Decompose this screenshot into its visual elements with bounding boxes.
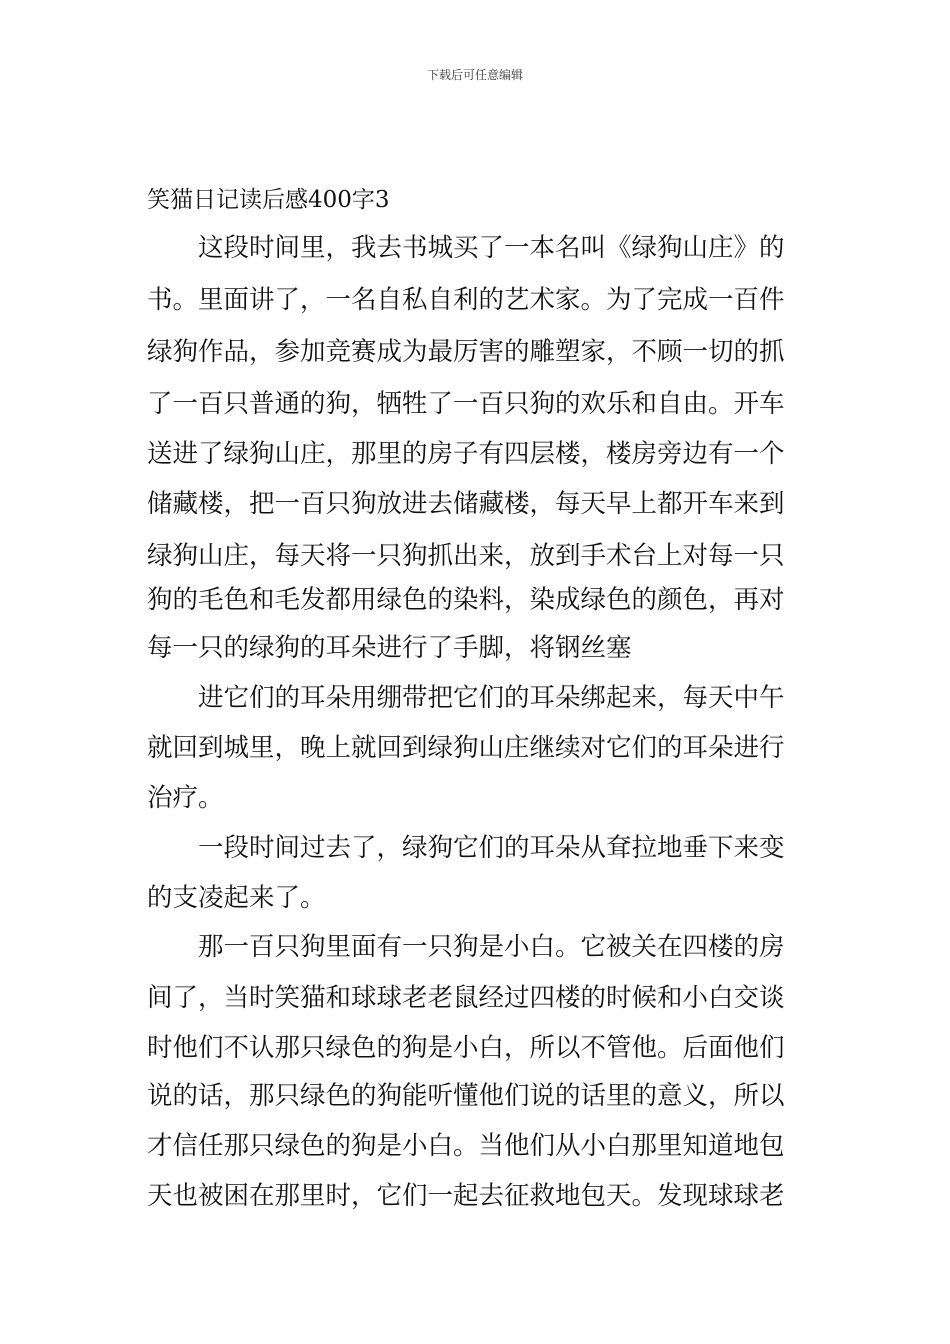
body-line: 那一百只狗里面有一只狗是小白。它被关在四楼的房 [198,932,785,962]
body-line: 绿狗山庄，每天将一只狗抓出来，放到手术台上对每一只 [147,541,785,571]
body-line: 一段时间过去了，绿狗它们的耳朵从耷拉地垂下来变 [198,833,785,863]
body-line: 了一百只普通的狗，牺牲了一百只狗的欢乐和自由。开车 [147,389,785,419]
body-line: 这段时间里，我去书城买了一本名叫《绿狗山庄》的 [198,233,785,263]
body-line: 说的话，那只绿色的狗能听懂他们说的话里的意义，所以 [147,1081,785,1111]
body-line: 狗的毛色和毛发都用绿色的染料，染成绿色的颜色，再对 [147,585,785,615]
body-line: 绿狗作品，参加竞赛成为最厉害的雕塑家，不顾一切的抓 [147,337,785,367]
body-line: 时他们不认那只绿色的狗是小白，所以不管他。后面他们 [147,1033,785,1063]
body-line: 才信任那只绿色的狗是小白。当他们从小白那里知道地包 [147,1131,785,1161]
body-line: 间了，当时笑猫和球球老老鼠经过四楼的时候和小白交谈 [147,983,785,1013]
body-line: 储藏楼，把一百只狗放进去储藏楼，每天早上都开车来到 [147,489,785,519]
document-title: 笑猫日记读后感400字3 [147,187,390,213]
body-line: 就回到城里，晚上就回到绿狗山庄继续对它们的耳朵进行 [147,733,785,763]
body-line: 的支凌起来了。 [147,883,326,913]
body-line: 治疗。 [147,783,224,813]
header-note: 下载后可任意编辑 [426,68,523,82]
body-line: 进它们的耳朵用绷带把它们的耳朵绑起来，每天中午 [198,683,785,713]
body-line: 送进了绿狗山庄，那里的房子有四层楼，楼房旁边有一个 [147,439,785,469]
body-line: 天也被困在那里时，它们一起去征救地包天。发现球球老 [147,1181,785,1211]
body-line: 书。里面讲了，一名自私自利的艺术家。为了完成一百件 [147,285,785,315]
body-line: 每一只的绿狗的耳朵进行了手脚，将钢丝塞 [147,633,632,663]
